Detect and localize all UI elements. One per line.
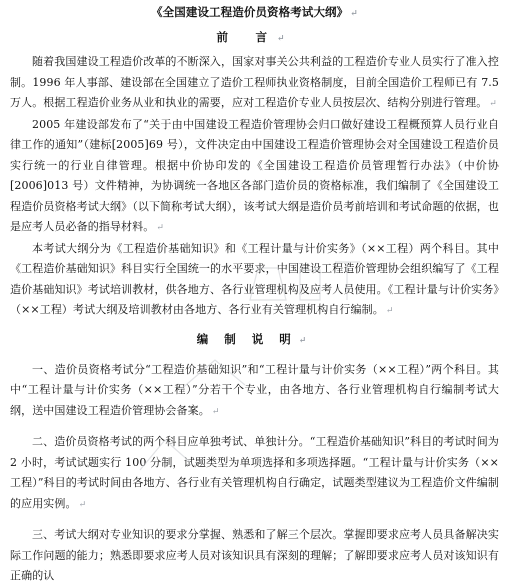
- notes-paragraph-text: 一、造价员资格考试分“工程造价基础知识”和“工程计量与计价实务（××工程）”两个科目。其中“工程计量与计价实务（××工程）”分若干个专业，由各地方、各行业管理机构自行编制考试大纲，送中国建设工程造价管理协会备案。: [10, 362, 499, 417]
- preface-heading: [10, 28, 499, 48]
- notes-paragraph-text: 二、造价员资格考试的两个科目应单独考试、单独计分。“工程造价基础知识”科目的考试时间为 2 小时，考试试题实行 100 分制，试题类型为单项选择和多项选择题。“工程计量与计价实务（××工程）”科目的考试时间由各地方、各行业有关管理机构自行确定，试题类型建议为工程造价文件编制的应用实例。: [10, 435, 499, 510]
- document-title-text: 《全国建设工程造价员资格考试大纲》: [151, 5, 349, 19]
- paragraph-mark-icon: ↵: [385, 306, 394, 316]
- notes-paragraph: [10, 432, 499, 515]
- paragraph-mark-icon: ↵: [489, 99, 497, 109]
- paragraph-mark-icon: ↵: [276, 34, 293, 44]
- paragraph-mark-icon: ↵: [211, 406, 220, 417]
- preface-paragraph: [10, 239, 499, 322]
- preface-paragraph-text: 本考试大纲分为《工程造价基础知识》和《工程计量与计价实务》（××工程）两个科目。其中《工程造价基础知识》科目实行全国统一的水平要求，中国建设工程造价管理协会组织编写了《工程造价基础知识》考试培训教材，供各地方、各行业管理机构及应考人员使用。《工程计量与计价实务》（××工程）考试大纲及培训教材由各地方、各行业有关管理机构自行编制。: [10, 241, 499, 316]
- preface-paragraph: [10, 115, 499, 239]
- notes-heading-text: 编 制 说 明: [196, 331, 297, 346]
- notes-paragraph-text: 三、考试大纲对专业知识的要求分掌握、熟悉和了解三个层次。掌握即要求应考人员具备解决实际工作问题的能力；熟悉即要求应考人员对该知识具有深刻的理解；了解即要求应考人员对该知识有正确的认: [10, 528, 499, 582]
- notes-heading: [10, 330, 499, 350]
- notes-paragraph: [10, 360, 499, 423]
- preface-paragraph: [10, 52, 499, 115]
- paragraph-mark-icon: ↵: [78, 499, 87, 510]
- paragraph-mark-icon: ↵: [156, 223, 164, 233]
- preface-heading-text: 前 言: [216, 30, 275, 44]
- preface-paragraph-text: 随着我国建设工程造价改革的不断深入，国家对事关公共利益的工程造价专业人员实行了准入控制。1996 年人事部、建设部在全国建立了造价工程师执业资格制度，目前全国造价工程师已有 7.5 万人。根据工程造价业务从业和执业的需要，应对工程造价专业人员按层次、结构分别进行管理。: [10, 55, 499, 109]
- paragraph-mark-icon: ↵: [350, 9, 358, 19]
- document-title: [10, 4, 499, 22]
- preface-paragraph-text: 2005 年建设部发布了“关于由中国建设工程造价管理协会归口做好建设工程概预算人员行业自律工作的通知”（建标[2005]69 号），文件决定由中国建设工程造价管理协会对全国建设工程造价员实行统一的行业自律管理。根据中价协印发的《全国建设工程造价员管理暂行办法》（中价协 [2006]013 号）文件精神，为协调统一各地区各部门造价员的资格标准，我们编制了《全国建设工程造价员资格考试大纲》（以下简称考试大纲），该考试大纲是造价员考前培训和考试命题的依据，也是应考人员必备的指导材料。: [10, 117, 499, 233]
- paragraph-mark-icon: ↵: [298, 335, 313, 346]
- notes-paragraph: [10, 525, 499, 587]
